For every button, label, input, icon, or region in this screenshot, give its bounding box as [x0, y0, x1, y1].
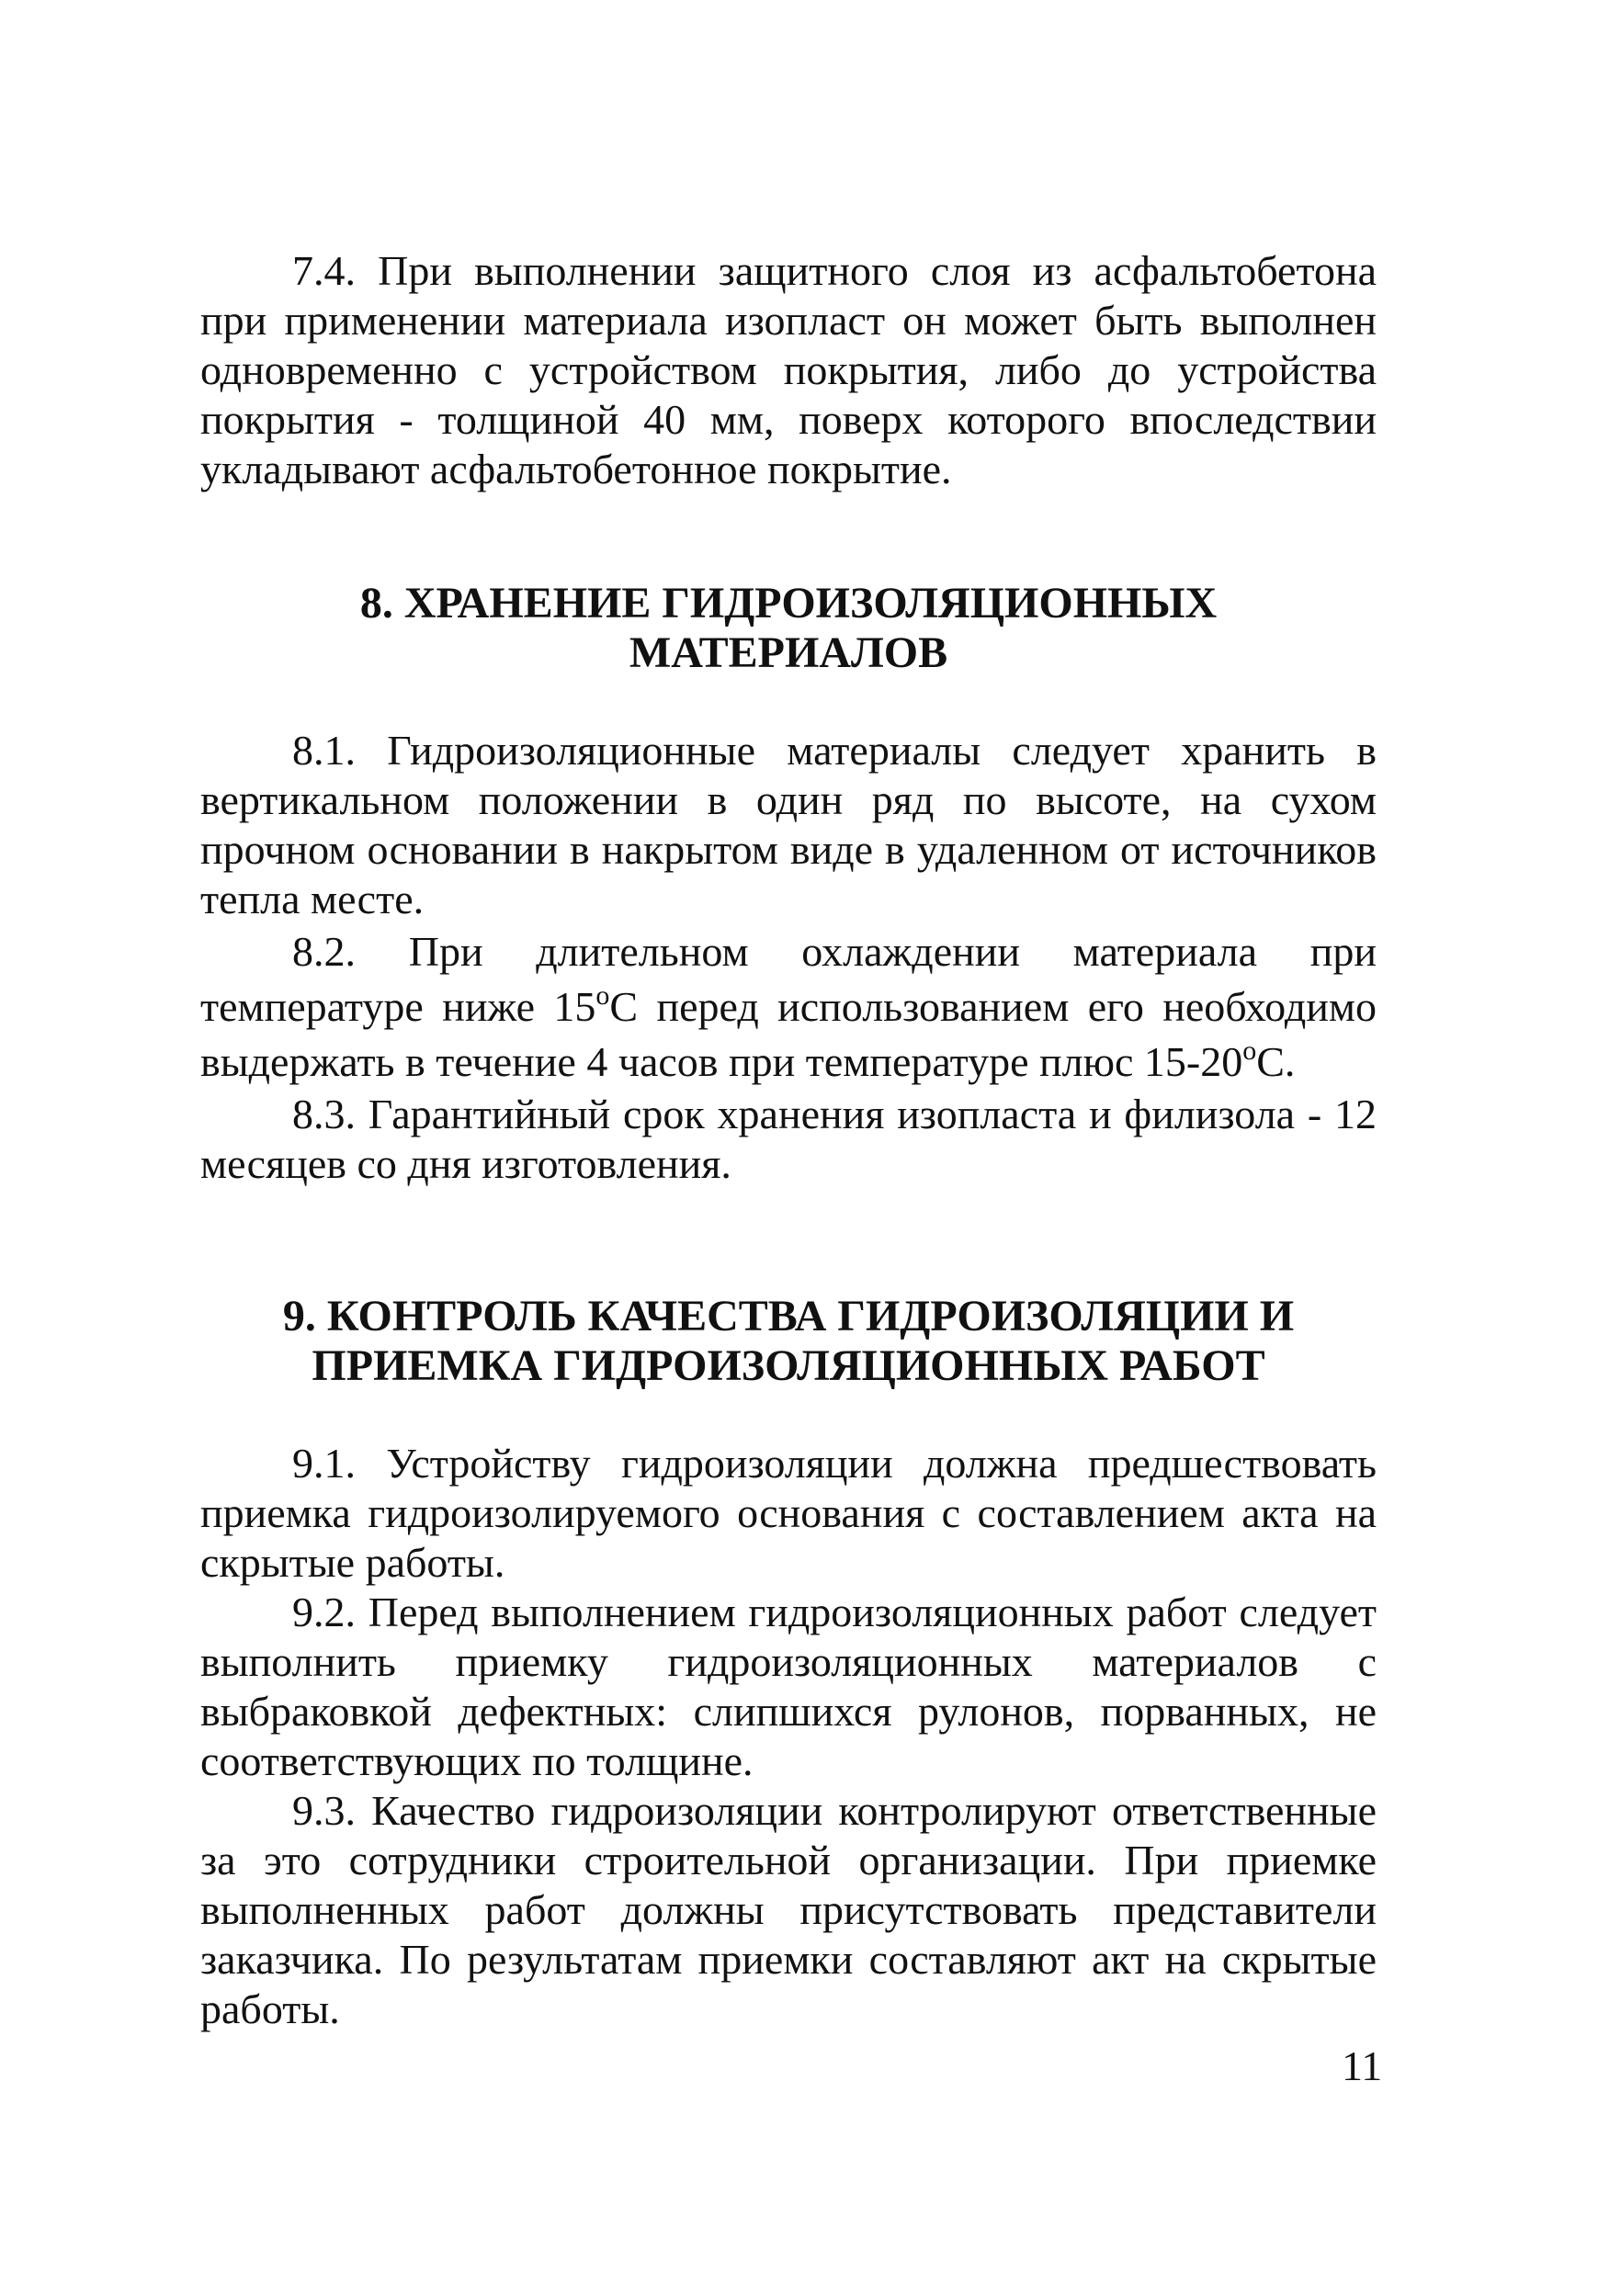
paragraph-8-2-text-1: 8.2. При длительном охлаждении материала при температуре ниже 15 — [200, 928, 1377, 1030]
section-9-heading-line-2: ПРИЕМКА ГИДРОИЗОЛЯЦИОННЫХ РАБОТ — [312, 1341, 1265, 1390]
paragraph-7-4: 7.4. При выполнении защитного слоя из асфальтобетона при применении материала изопласт он может быть выполнен одновременно с устройством покрытия, либо до устройства покрытия - толщиной 40 мм, поверх которого впоследствии укладывают асфальтобетонное покрытие. — [200, 247, 1377, 492]
page-number: 11 — [1342, 2042, 1383, 2089]
document-page — [200, 246, 1377, 2034]
paragraph-8-2 — [200, 924, 1377, 1090]
section-8-heading: 8. ХРАНЕНИЕ ГИДРОИЗОЛЯЦИОННЫХ МАТЕРИАЛОВ — [359, 579, 1218, 677]
paragraph-9-3: 9.3. Качество гидроизоляции контролируют ответственные за это сотрудники строительной организации. При приемке выполненных работ должны присутствовать представители заказчика. По результатам приемки составляют акт на скрытые работы. — [200, 1787, 1377, 2032]
degree-sign: o — [1242, 1035, 1257, 1066]
degree-sign: o — [595, 980, 610, 1011]
paragraph-8-1: 8.1. Гидроизоляционные материалы следует хранить в вертикальном положении в один ряд по высоте, на сухом прочном основании в накрытом виде в удаленном от источников тепла месте. — [200, 727, 1377, 922]
paragraph-8-2-text-2: С перед использованием его необходимо выдержать в течение 4 часов при температуре плюс 15-20 — [200, 983, 1377, 1085]
paragraph-9-1: 9.1. Устройству гидроизоляции должна предшествовать приемка гидроизолируемого основания с составлением акта на скрытые работы. — [200, 1440, 1377, 1586]
paragraph-8-2-text-3: С. — [1256, 1038, 1296, 1085]
section-9-heading-line-1: 9. КОНТРОЛЬ КАЧЕСТВА ГИДРОИЗОЛЯЦИИ И — [282, 1292, 1295, 1340]
paragraph-9-2: 9.2. Перед выполнением гидроизоляционных работ следует выполнить приемку гидроизоляционных материалов с выбраковкой дефектных: слипшихся рулонов, порванных, не соответствующих по толщине. — [200, 1589, 1377, 1784]
section-9-heading — [200, 1292, 1377, 1391]
paragraph-8-3: 8.3. Гарантийный срок хранения изопласта и филизола - 12 месяцев со дня изготовления. — [200, 1091, 1377, 1187]
